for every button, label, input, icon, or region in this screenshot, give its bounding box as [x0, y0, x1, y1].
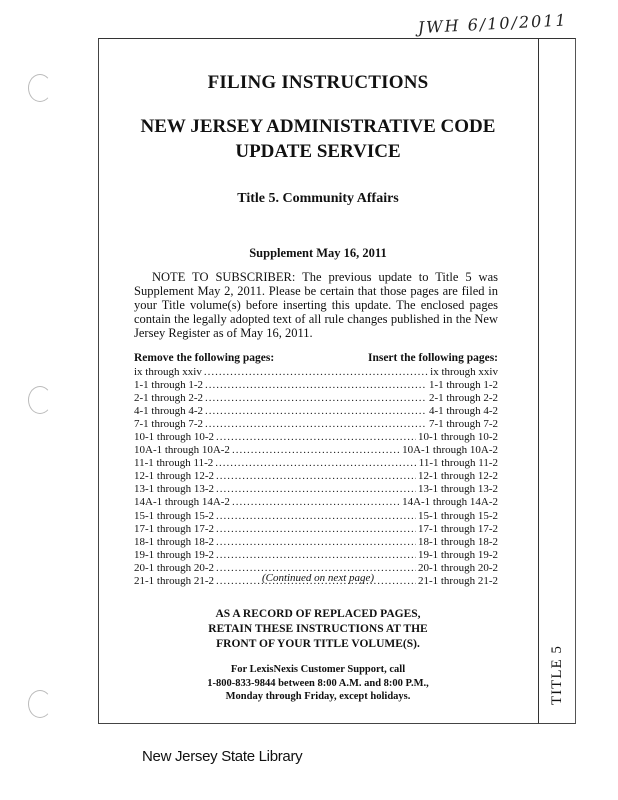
code-title-line2: UPDATE SERVICE [235, 141, 401, 162]
remove-pages: 14A-1 through 14A-2 [134, 496, 230, 509]
remove-pages: 17-1 through 17-2 [134, 522, 215, 535]
insert-pages: ix through xxiv [430, 366, 498, 378]
remove-pages: 10-1 through 10-2 [134, 431, 215, 444]
leader-dots [216, 470, 416, 483]
remove-column-header: Remove the following pages: [134, 352, 275, 364]
leader-dots [216, 483, 416, 496]
remove-pages: 19-1 through 19-2 [134, 548, 215, 561]
list-item [134, 457, 498, 470]
leader-dots [216, 549, 416, 562]
code-title [98, 114, 538, 164]
remove-pages: 11-1 through 11-2 [134, 457, 214, 470]
leader-dots [204, 366, 428, 379]
insert-pages: 10-1 through 10-2 [417, 431, 498, 444]
insert-pages: 13-1 through 13-2 [417, 483, 498, 496]
insert-pages: 20-1 through 20-2 [417, 561, 498, 574]
remove-pages: 10A-1 through 10A-2 [134, 444, 230, 457]
insert-pages: 14A-1 through 14A-2 [402, 496, 498, 509]
insert-pages: 18-1 through 18-2 [417, 535, 498, 548]
retain-line1: AS A RECORD OF REPLACED PAGES, [215, 608, 421, 620]
list-item [134, 523, 498, 536]
support-line1: For LexisNexis Customer Support, call [230, 664, 406, 675]
list-item [134, 379, 498, 392]
list-item [134, 483, 498, 496]
library-stamp: New Jersey State Library [142, 748, 303, 765]
insert-pages: 21-1 through 21-2 [417, 574, 498, 587]
insert-pages: 11-1 through 11-2 [418, 457, 498, 470]
remove-pages: 7-1 through 7-2 [134, 418, 204, 431]
list-item [134, 444, 498, 457]
leader-dots [205, 379, 427, 392]
supplement-date: Supplement May 16, 2011 [249, 246, 387, 260]
customer-support [98, 663, 538, 704]
retain-instructions [98, 607, 538, 652]
punch-hole-icon [28, 74, 52, 102]
insert-pages: 19-1 through 19-2 [417, 548, 498, 561]
list-item [134, 366, 498, 379]
insert-pages: 10A-1 through 10A-2 [402, 444, 498, 457]
remove-pages: 18-1 through 18-2 [134, 535, 215, 548]
page-title: FILING INSTRUCTIONS [207, 72, 429, 93]
list-item [134, 431, 498, 444]
leader-dots [205, 405, 427, 418]
list-item [134, 496, 498, 509]
page-list [134, 366, 498, 588]
support-line2: 1-800-833-9844 between 8:00 A.M. and 8:00 P.M., [207, 677, 429, 689]
leader-dots [216, 431, 416, 444]
leader-dots [215, 457, 417, 470]
list-item [134, 405, 498, 418]
leader-dots [216, 536, 416, 549]
remove-pages: 21-1 through 21-2 [134, 574, 215, 587]
punch-hole-icon [28, 690, 52, 718]
leader-dots [205, 418, 427, 431]
list-item [134, 418, 498, 431]
insert-column-header: Insert the following pages: [367, 352, 498, 364]
list-item [134, 549, 498, 562]
insert-pages: 1-1 through 1-2 [428, 379, 498, 392]
subscriber-note-text: NOTE TO SUBSCRIBER: The previous update to Title 5 was Supplement May 2, 2011. Please be certain that those pages are filed in your Title volume(s) before inserting this update. The enclosed pages contain the legally adopted text of all rule changes published in the New Jersey Register as of May 16, 2011. [134, 270, 498, 340]
remove-pages: 2-1 through 2-2 [134, 392, 204, 405]
retain-line3: FRONT OF YOUR TITLE VOLUME(S). [216, 638, 420, 650]
title-tab-label: TITLE 5 [549, 645, 565, 705]
leader-dots [216, 510, 416, 523]
remove-pages: 12-1 through 12-2 [134, 470, 215, 483]
punch-hole-icon [28, 386, 52, 414]
leader-dots [232, 496, 400, 509]
insert-pages: 15-1 through 15-2 [417, 509, 498, 522]
column-headers [134, 352, 498, 364]
remove-pages: ix through xxiv [134, 366, 202, 378]
insert-pages: 4-1 through 4-2 [428, 405, 498, 418]
list-item [134, 536, 498, 549]
remove-pages: 1-1 through 1-2 [134, 379, 204, 392]
list-item [134, 392, 498, 405]
leader-dots [216, 523, 416, 536]
retain-line2: RETAIN THESE INSTRUCTIONS AT THE [208, 623, 428, 635]
remove-pages: 20-1 through 20-2 [134, 561, 215, 574]
subscriber-note [134, 270, 498, 340]
handwritten-initials-date: JWH 6/10/2011 [417, 10, 569, 38]
remove-pages: 13-1 through 13-2 [134, 483, 215, 496]
insert-pages: 7-1 through 7-2 [428, 418, 498, 431]
continued-note: (Continued on next page) [261, 572, 375, 584]
leader-dots [205, 392, 427, 405]
list-item [134, 470, 498, 483]
support-line3: Monday through Friday, except holidays. [225, 691, 411, 702]
remove-pages: 4-1 through 4-2 [134, 405, 204, 418]
insert-pages: 2-1 through 2-2 [428, 392, 498, 405]
title-subject: Title 5. Community Affairs [237, 191, 399, 206]
code-title-line1: NEW JERSEY ADMINISTRATIVE CODE [140, 116, 496, 137]
insert-pages: 12-1 through 12-2 [417, 470, 498, 483]
list-item [134, 510, 498, 523]
insert-pages: 17-1 through 17-2 [417, 522, 498, 535]
title-tab-strip [538, 38, 576, 724]
remove-pages: 15-1 through 15-2 [134, 509, 215, 522]
leader-dots [232, 444, 400, 457]
